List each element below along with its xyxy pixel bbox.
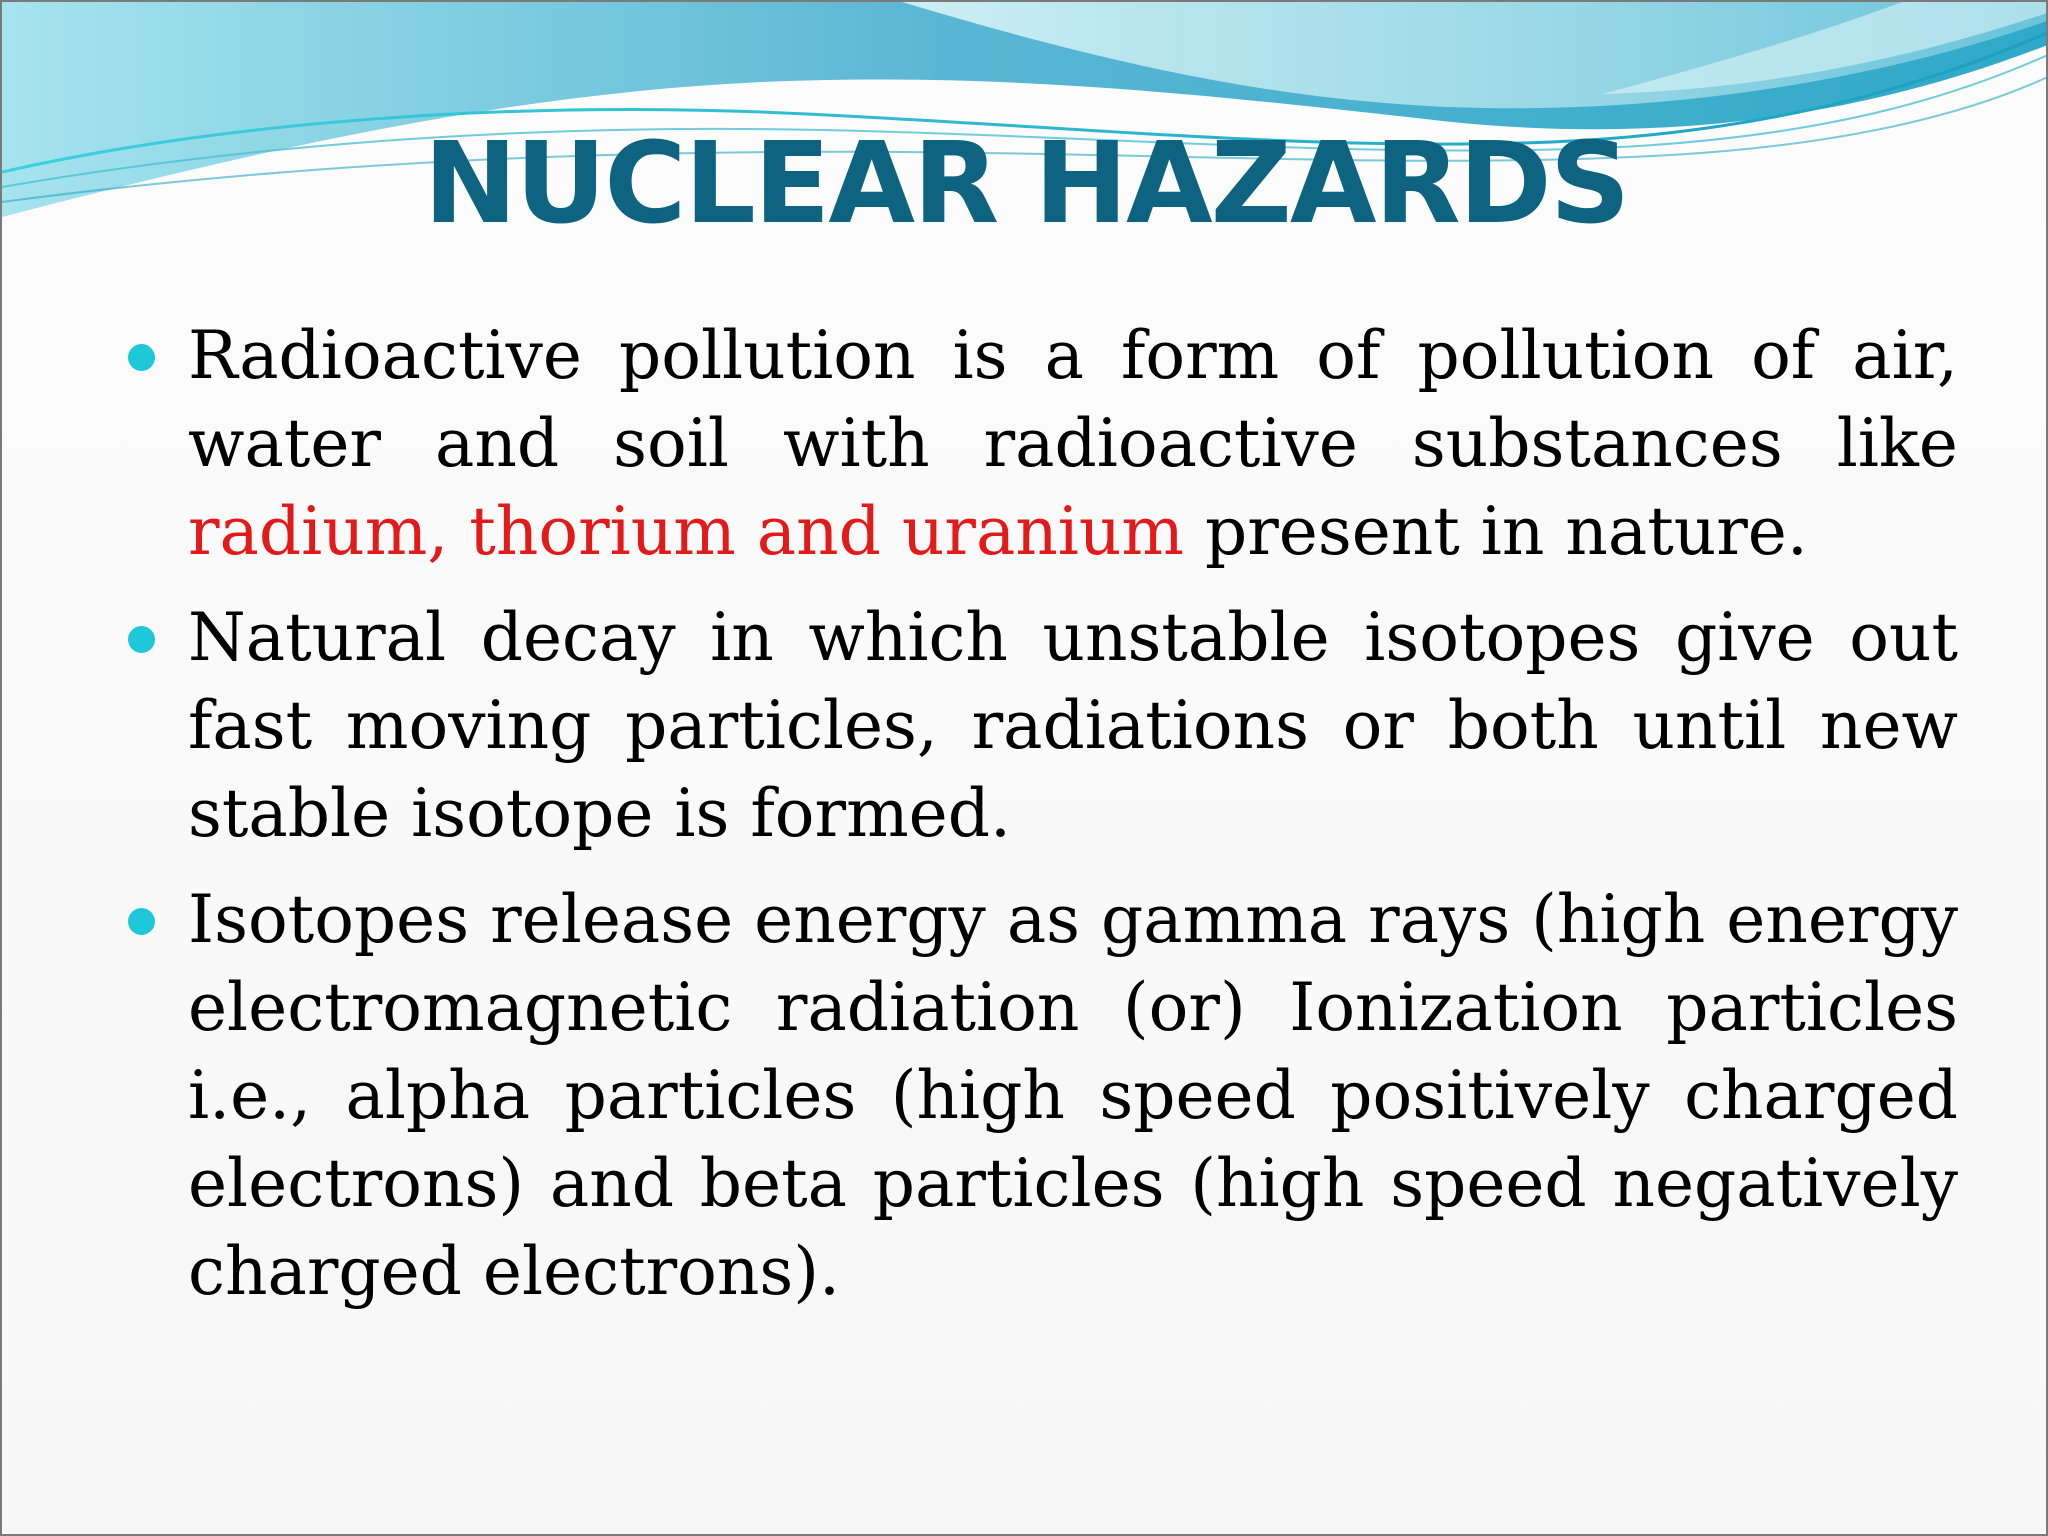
bullet-text-before: Radioactive pollution is a form of pollution of air, water and soil with radioactive substances like — [188, 317, 1958, 482]
round-dot-bullet-icon — [128, 344, 155, 371]
bullet-item-radioactive-pollution — [128, 312, 1958, 576]
round-dot-bullet-icon — [128, 626, 155, 653]
bullet-item-isotopes-energy — [128, 876, 1958, 1316]
slide-title: NUCLEAR HAZARDS — [423, 119, 1629, 249]
bullet-text-after: present in nature. — [1184, 493, 1808, 570]
bullet-item-natural-decay — [128, 594, 1958, 858]
bullet-list — [128, 312, 1958, 1334]
bullet-highlight-elements: radium, thorium and uranium — [188, 493, 1184, 570]
bullet-text: Isotopes release energy as gamma rays (high energy electromagnetic radiation (or) Ionization particles i.e., alpha particles (high speed positively charged electrons) and beta particles (high speed negatively charged electrons). — [188, 881, 1958, 1310]
round-dot-bullet-icon — [128, 908, 155, 935]
bullet-text: Natural decay in which unstable isotopes give out fast moving particles, radiations or both until new stable isotope is formed. — [188, 599, 1958, 852]
